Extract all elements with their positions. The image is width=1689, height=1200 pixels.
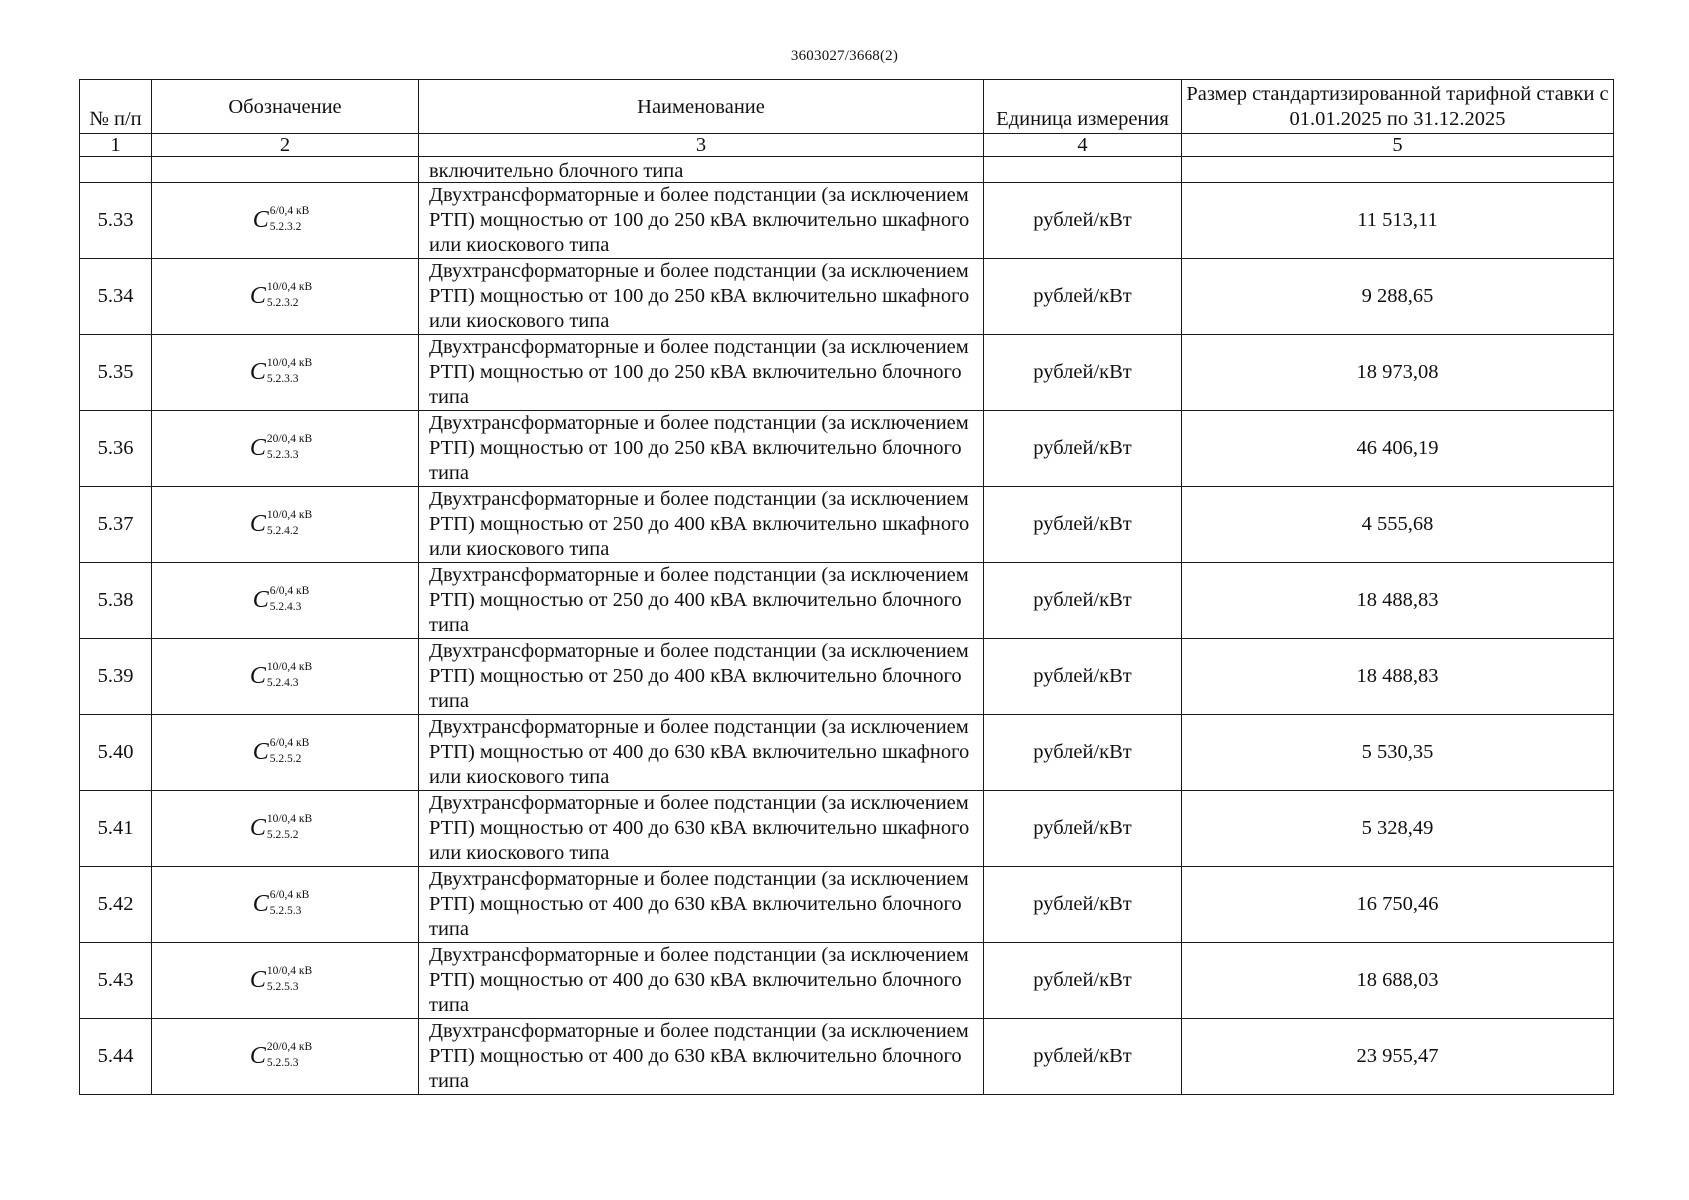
formula-scripts: [269, 585, 310, 613]
item-name: Двухтрансформаторные и более подстанции (за исключением РТП) мощностью от 100 до 250 кВА включительно шкафного или киоскового типа: [419, 183, 984, 259]
item-name: Двухтрансформаторные и более подстанции (за исключением РТП) мощностью от 100 до 250 кВА включительно блочного типа: [419, 411, 984, 487]
item-name: Двухтрансформаторные и более подстанции (за исключением РТП) мощностью от 250 до 400 кВА включительно шкафного или киоскового типа: [419, 487, 984, 563]
table-row: [80, 259, 1614, 335]
row-number: 5.39: [80, 639, 152, 715]
tariff-value: 46 406,19: [1182, 411, 1614, 487]
formula-scripts: [266, 357, 313, 385]
formula-voltage: 6/0,4 кВ: [269, 737, 310, 749]
row-number: 5.33: [80, 183, 152, 259]
tariff-value: 18 488,83: [1182, 639, 1614, 715]
table-row: [80, 715, 1614, 791]
column-numbering-row: [80, 134, 1614, 157]
continuation-code-cell: [152, 157, 419, 183]
formula-voltage: 10/0,4 кВ: [266, 965, 313, 977]
column-number: 2: [152, 134, 419, 157]
formula-voltage: 10/0,4 кВ: [266, 813, 313, 825]
formula-symbol: C: [249, 967, 266, 993]
formula-index: 5.2.5.2: [269, 753, 302, 765]
unit: рублей/кВт: [984, 639, 1182, 715]
designation-formula: [249, 281, 313, 309]
header-rate: Размер стандартизированной тарифной ставки с 01.01.2025 по 31.12.2025: [1182, 80, 1614, 134]
table-row: [80, 1019, 1614, 1095]
row-number: 5.38: [80, 563, 152, 639]
formula-scripts: [269, 889, 310, 917]
designation-formula: [252, 889, 310, 917]
unit: рублей/кВт: [984, 259, 1182, 335]
continuation-num-cell: [80, 157, 152, 183]
tariff-value: 5 328,49: [1182, 791, 1614, 867]
formula-scripts: [269, 205, 310, 233]
designation-formula: [252, 205, 310, 233]
unit: рублей/кВт: [984, 411, 1182, 487]
row-number: 5.40: [80, 715, 152, 791]
formula-scripts: [266, 433, 313, 461]
formula-symbol: C: [252, 207, 269, 233]
designation-formula: [249, 433, 313, 461]
tariff-value: 4 555,68: [1182, 487, 1614, 563]
designation-cell: [152, 259, 419, 335]
formula-scripts: [266, 965, 313, 993]
table-row: [80, 411, 1614, 487]
tariff-value: 16 750,46: [1182, 867, 1614, 943]
item-name: Двухтрансформаторные и более подстанции (за исключением РТП) мощностью от 400 до 630 кВА включительно блочного типа: [419, 1019, 984, 1095]
formula-voltage: 10/0,4 кВ: [266, 357, 313, 369]
row-number: 5.43: [80, 943, 152, 1019]
tariff-table: [79, 79, 1614, 1095]
unit: рублей/кВт: [984, 715, 1182, 791]
designation-cell: [152, 487, 419, 563]
item-name: Двухтрансформаторные и более подстанции (за исключением РТП) мощностью от 400 до 630 кВА включительно блочного типа: [419, 867, 984, 943]
continuation-text: включительно блочного типа: [419, 157, 984, 183]
formula-index: 5.2.3.3: [266, 449, 299, 461]
column-number: 3: [419, 134, 984, 157]
table-row: [80, 639, 1614, 715]
header-designation: Обозначение: [152, 80, 419, 134]
item-name: Двухтрансформаторные и более подстанции (за исключением РТП) мощностью от 400 до 630 кВА включительно шкафного или киоскового типа: [419, 715, 984, 791]
unit: рублей/кВт: [984, 1019, 1182, 1095]
designation-formula: [249, 965, 313, 993]
row-number: 5.36: [80, 411, 152, 487]
tariff-value: 5 530,35: [1182, 715, 1614, 791]
formula-symbol: C: [252, 587, 269, 613]
formula-scripts: [266, 509, 313, 537]
unit: рублей/кВт: [984, 487, 1182, 563]
formula-symbol: C: [249, 283, 266, 309]
continuation-row: [80, 157, 1614, 183]
formula-symbol: C: [249, 663, 266, 689]
formula-symbol: C: [249, 435, 266, 461]
formula-index: 5.2.3.2: [269, 221, 302, 233]
formula-symbol: C: [252, 891, 269, 917]
designation-cell: [152, 791, 419, 867]
designation-formula: [249, 661, 313, 689]
table-row: [80, 867, 1614, 943]
formula-voltage: 6/0,4 кВ: [269, 889, 310, 901]
continuation-unit-cell: [984, 157, 1182, 183]
formula-scripts: [266, 281, 313, 309]
designation-cell: [152, 867, 419, 943]
designation-cell: [152, 411, 419, 487]
unit: рублей/кВт: [984, 943, 1182, 1019]
table-row: [80, 563, 1614, 639]
unit: рублей/кВт: [984, 335, 1182, 411]
column-number: 4: [984, 134, 1182, 157]
item-name: Двухтрансформаторные и более подстанции (за исключением РТП) мощностью от 100 до 250 кВА включительно блочного типа: [419, 335, 984, 411]
formula-index: 5.2.4.3: [266, 677, 299, 689]
row-number: 5.44: [80, 1019, 152, 1095]
formula-index: 5.2.5.3: [266, 1057, 299, 1069]
formula-symbol: C: [249, 815, 266, 841]
continuation-value-cell: [1182, 157, 1614, 183]
formula-scripts: [269, 737, 310, 765]
tariff-value: 9 288,65: [1182, 259, 1614, 335]
formula-voltage: 10/0,4 кВ: [266, 661, 313, 673]
tariff-value: 11 513,11: [1182, 183, 1614, 259]
formula-index: 5.2.3.2: [266, 297, 299, 309]
formula-scripts: [266, 1041, 313, 1069]
table-row: [80, 943, 1614, 1019]
row-number: 5.37: [80, 487, 152, 563]
header-row: [80, 80, 1614, 134]
item-name: Двухтрансформаторные и более подстанции (за исключением РТП) мощностью от 400 до 630 кВА включительно блочного типа: [419, 943, 984, 1019]
designation-cell: [152, 563, 419, 639]
designation-cell: [152, 1019, 419, 1095]
header-number: № п/п: [80, 80, 152, 134]
designation-formula: [249, 813, 313, 841]
table-row: [80, 183, 1614, 259]
column-number: 1: [80, 134, 152, 157]
table-row: [80, 791, 1614, 867]
designation-formula: [249, 509, 313, 537]
row-number: 5.42: [80, 867, 152, 943]
formula-voltage: 10/0,4 кВ: [266, 509, 313, 521]
designation-cell: [152, 335, 419, 411]
header-name: Наименование: [419, 80, 984, 134]
header-unit: Единица измерения: [984, 80, 1182, 134]
row-number: 5.35: [80, 335, 152, 411]
formula-index: 5.2.3.3: [266, 373, 299, 385]
unit: рублей/кВт: [984, 791, 1182, 867]
formula-voltage: 6/0,4 кВ: [269, 205, 310, 217]
formula-voltage: 20/0,4 кВ: [266, 1041, 313, 1053]
item-name: Двухтрансформаторные и более подстанции (за исключением РТП) мощностью от 250 до 400 кВА включительно блочного типа: [419, 563, 984, 639]
table-row: [80, 335, 1614, 411]
document-number: 3603027/3668(2): [790, 48, 899, 64]
row-number: 5.34: [80, 259, 152, 335]
formula-symbol: C: [249, 1043, 266, 1069]
tariff-value: 18 688,03: [1182, 943, 1614, 1019]
designation-cell: [152, 639, 419, 715]
formula-scripts: [266, 661, 313, 689]
formula-index: 5.2.4.2: [266, 525, 299, 537]
row-number: 5.41: [80, 791, 152, 867]
formula-voltage: 6/0,4 кВ: [269, 585, 310, 597]
designation-cell: [152, 183, 419, 259]
unit: рублей/кВт: [984, 183, 1182, 259]
table-row: [80, 487, 1614, 563]
formula-index: 5.2.4.3: [269, 601, 302, 613]
item-name: Двухтрансформаторные и более подстанции (за исключением РТП) мощностью от 400 до 630 кВА включительно шкафного или киоскового типа: [419, 791, 984, 867]
tariff-value: 18 973,08: [1182, 335, 1614, 411]
unit: рублей/кВт: [984, 563, 1182, 639]
designation-cell: [152, 943, 419, 1019]
unit: рублей/кВт: [984, 867, 1182, 943]
designation-formula: [249, 1041, 313, 1069]
designation-cell: [152, 715, 419, 791]
tariff-value: 23 955,47: [1182, 1019, 1614, 1095]
formula-voltage: 10/0,4 кВ: [266, 281, 313, 293]
formula-voltage: 20/0,4 кВ: [266, 433, 313, 445]
formula-index: 5.2.5.3: [269, 905, 302, 917]
item-name: Двухтрансформаторные и более подстанции (за исключением РТП) мощностью от 100 до 250 кВА включительно шкафного или киоскового типа: [419, 259, 984, 335]
formula-index: 5.2.5.2: [266, 829, 299, 841]
formula-symbol: C: [249, 511, 266, 537]
formula-symbol: C: [249, 359, 266, 385]
designation-formula: [252, 737, 310, 765]
item-name: Двухтрансформаторные и более подстанции (за исключением РТП) мощностью от 250 до 400 кВА включительно блочного типа: [419, 639, 984, 715]
designation-formula: [252, 585, 310, 613]
tariff-value: 18 488,83: [1182, 563, 1614, 639]
formula-scripts: [266, 813, 313, 841]
designation-formula: [249, 357, 313, 385]
formula-symbol: C: [252, 739, 269, 765]
column-number: 5: [1182, 134, 1614, 157]
formula-index: 5.2.5.3: [266, 981, 299, 993]
